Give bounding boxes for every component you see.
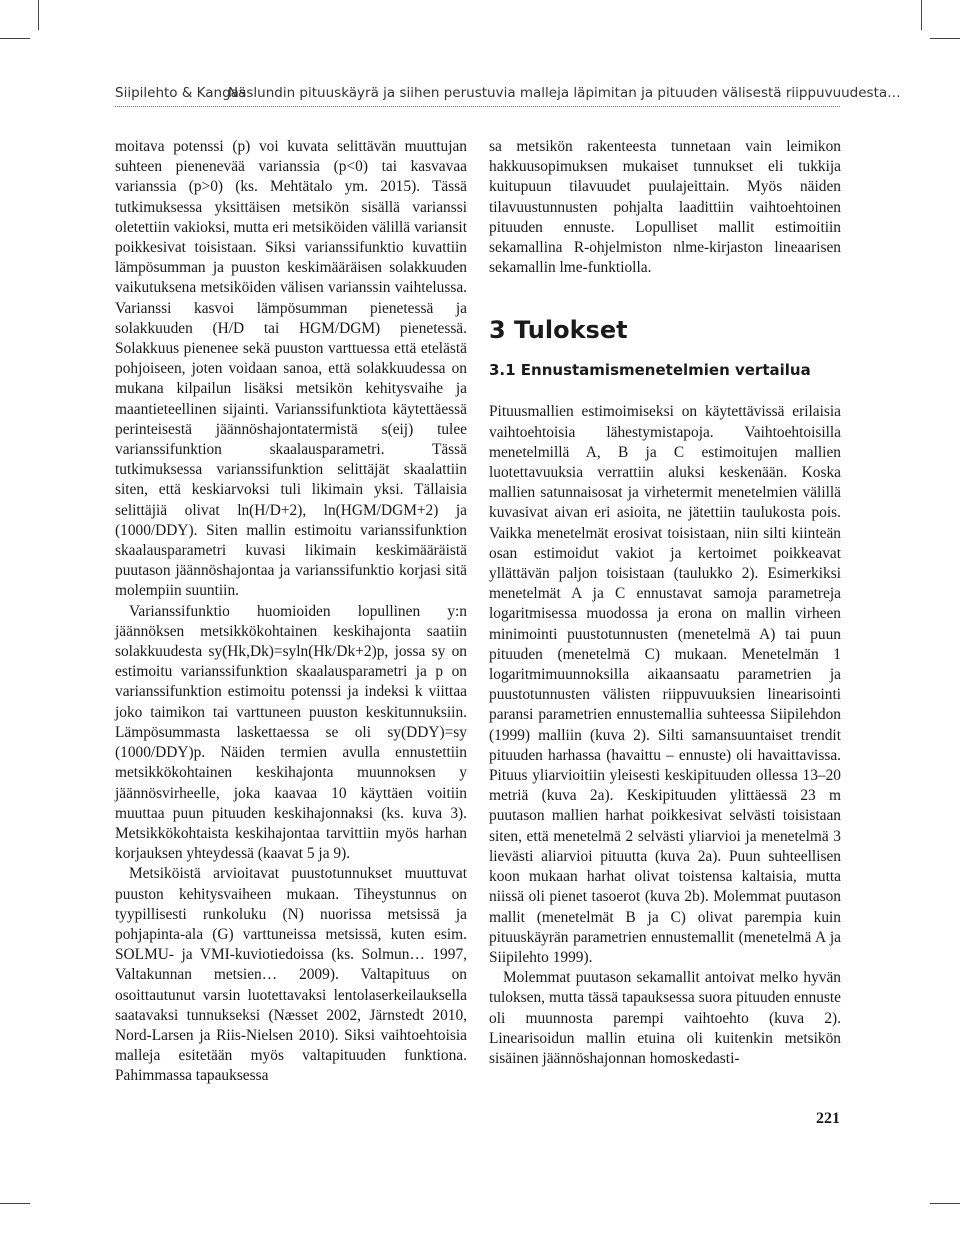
body-paragraph: Pituusmallien estimoimiseksi on käytettävissä erilaisia vaihtoehtoisia lähestymistapoja. Vaihtoehtoisilla menetelmillä A, B ja C estimoitujen mallien luotettavuuksia verrattiin aluksi keskenään. Koska mallien satunnaisosat ja virhetermit menetelmien välillä kuvasivat aivan eri asioita, ne jätettiin taulukosta pois. Vaikka menetelmät erosivat toisistaan, niin silti kiinteän osan estimoidut vakiot ja kertoimet poikkeavat yllättävän paljon toisistaan (taulukko 2). Esimerkiksi menetelmät A ja C ennustavat samoja parametreja logaritmisessa muodossa ja erona on mallin virheen minimointi puustotunnusten (menetelmä A) tai puun pituuden (menetelmä C) mukaan. Menetelmän 1 logaritmimuunnoksilla aikaansaatu parametrien ja puustotunnusten välisten riippuvuuksien linearisointi paransi parametrien ennustemallia suhteessa Siipilehdon (1999) malliin (kuva 2). Silti samansuuntaiset trendit pituuden harhassa (havaittu – ennuste) oli havaittavissa. Pituus yliarvioitiin yleisesti keskipituuden ollessa 13–20 metriä (kuva 2a). Keskipituuden ylittäessä 23 m puutason mallien harhat poikkesivat selvästi toisistaan siten, että menetelmä 2 selvästi yliarvioi ja menetelmä 3 lievästi aliarvioi pituutta (kuva 2a). Puun suhteellisen koon mukaan harhat olivat toistensa kaltaisia, mutta niissä oli pienet tasoerot (kuva 2b). Molemmat puutason mallit (menetelmät B ja C) olivat parempia kuin pituuskäyrän parametrien ennustemallit (menetelmä A ja Siipilehto 1999). [489, 403, 841, 966]
crop-mark [930, 1203, 960, 1204]
running-header [115, 85, 901, 101]
body-paragraph: Varianssifunktio huomioiden lopullinen y:n jäännöksen metsikkökohtainen keskihajonta saatiin solakkuudesta sy(Hk,Dk)=syln(Hk/Dk+2)p, jossa sy on estimoitu varianssifunktion skaalausparametri ja p on varianssifunktion estimoitu potenssi ja indeksi k viittaa joko taimikon tai varttuneen puuston keskitunnuksiin. Lämpösummasta laskettaessa se oli sy(DDY)=sy (1000/DDY)p. Näiden termien avulla ennustettiin metsikkökohtainen keskihajonta muunnoksen y jäännösvirheelle, joka kaavaa 10 käyttäen voitiin muuttaa puun pituuden keskihajonnaksi (ks. kuva 3). Metsikkökohtaista keskihajontaa tarvittiin myös harhan korjauksen yhteydessä (kaavat 5 ja 9). [115, 602, 467, 863]
body-paragraph: Molemmat puutason sekamallit antoivat melko hyvän tuloksen, mutta tässä tapauksessa suora pituuden ennuste oli muunnosta parempi vaihtoehto (kuva 2). Linearisoidun mallin etuina oli kuitenkin metsikön sisäinen jäännöshajonnan homoskedasti- [489, 969, 841, 1067]
header-authors: Siipilehto & Kangas [115, 85, 246, 101]
crop-mark [0, 1203, 30, 1204]
header-rule [115, 106, 840, 107]
right-column [489, 137, 841, 1069]
header-title: Näslundin pituuskäyrä ja siihen perustuvia malleja läpimitan ja pituuden välisestä riippuvuudesta… [228, 85, 901, 101]
left-column [115, 137, 467, 1087]
body-paragraph: Metsiköistä arvioitavat puustotunnukset muuttuvat puuston kehitysvaiheen mukaan. Tiheystunnus on tyypillisesti runkoluku (N) nuorissa metsissä ja pohjapinta-ala (G) varttuneissa metsissä, kuten esim. SOLMU- ja VMI-kuviotiedoissa (ks. Solmun… 1997, Valtakunnan metsien… 2009). Valtapituus on osoittautunut varsin luotettavaksi lentolaserkeilauksella saatavaksi tunnukseksi (Næsset 2002, Järnstedt 2010, Nord-Larsen ja Riis-Nielsen 2010). Siksi vaihtoehtoisia malleja esitetään myös valtapituuden funktiona. Pahimmassa tapauksessa [115, 865, 467, 1085]
crop-mark [921, 0, 922, 30]
page-number: 221 [816, 1110, 840, 1127]
crop-mark [930, 38, 960, 39]
section-heading: 3 Tulokset [489, 316, 628, 345]
body-paragraph: moitava potenssi (p) voi kuvata selittävän muuttujan suhteen pienenevää varianssia (p<0) tai kasvavaa varianssia (p>0) (ks. Mehtätalo ym. 2015). Tässä tutkimuksessa yksittäisen metsikön sisällä varianssi oletettiin vakioksi, mutta eri metsiköiden välillä variansit poikkesivat toisistaan. Siksi varianssifunktio kuvattiin lämpösumman ja puuston keskimääräisen solakkuuden vaikutuksena metsiköiden välisen varianssin vaihtelussa. Varianssi kasvoi lämpösumman pienetessä ja solakkuuden (H/D tai HGM/DGM) pienetessä. Solakkuus pienenee sekä puuston varttuessa että etelästä pohjoiseen, joten voidaan sanoa, että solakkuudessa on mukana kilpailun lisäksi metsikön kehitysvaihe ja maantieteellinen sijainti. Varianssifunktiota käytettäessä perinteisestä jäännöshajontatermistä s(eij) tulee varianssifunktion skaalausparametri. Tässä tutkimuksessa varianssifunktion selittäjät skaalattiin siten, että keskiarvoksi tuli likimain yksi. Tällaisia selittäjiä olivat ln(H/D+2), ln(HGM/DGM+2) ja (1000/DDY). Siten mallin estimoitu varianssifunktion skaalausparametri kuvasi likimain keskimääräistä puutason jäännöshajontaa ja varianssifunktio korjasi sitä molempiin suuntiin. [115, 138, 467, 600]
subsection-heading: 3.1 Ennustamismenetelmien vertailua [489, 361, 811, 380]
crop-mark [0, 38, 30, 39]
body-paragraph: sa metsikön rakenteesta tunnetaan vain leimikon hakkuusopimuksen mukaiset tunnukset eli tukkija kuitupuun tilavuudet puulajeittain. Myös näiden tilavuustunnusten pohjalta laadittiin vaihtoehtoinen pituuden ennuste. Lopulliset mallit estimoitiin sekamallina R-ohjelmiston nlme-kirjaston lineaarisen sekamallin lme-funktiolla. [489, 138, 841, 277]
crop-mark [38, 0, 39, 30]
